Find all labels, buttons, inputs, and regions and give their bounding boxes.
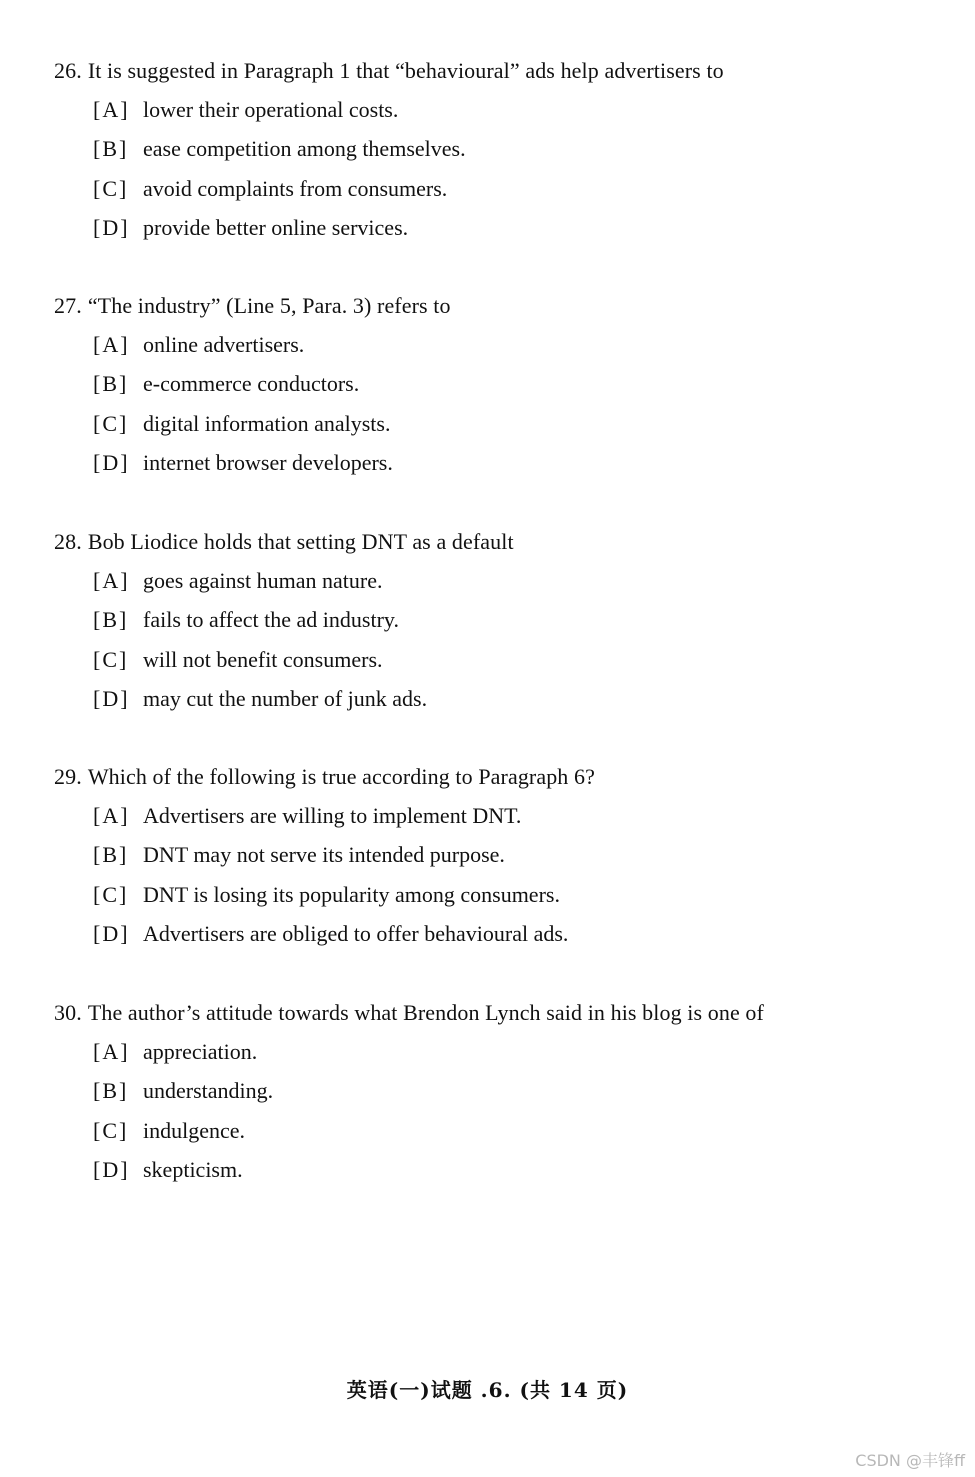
option-c <box>93 880 955 919</box>
option-c <box>93 409 955 448</box>
question-number: 29. <box>54 764 82 789</box>
question-text: “The industry” (Line 5, Para. 3) refers to <box>87 293 451 318</box>
option-text: online advertisers. <box>143 332 305 357</box>
option-letter: [D] <box>93 449 130 475</box>
question-stem <box>54 56 955 86</box>
option-letter: [B] <box>93 607 129 633</box>
option-text: may cut the number of junk ads. <box>143 685 428 711</box>
option-letter: [C] <box>93 646 129 672</box>
option-a <box>93 330 955 369</box>
option-list <box>54 801 955 958</box>
option-text: provide better online services. <box>143 214 409 240</box>
option-letter: [C] <box>93 175 129 201</box>
option-letter: [D] <box>93 1156 130 1182</box>
question-number: 28. <box>54 529 82 554</box>
question-27 <box>54 291 955 487</box>
option-text: DNT is losing its popularity among consumers. <box>143 881 560 907</box>
option-letter: [B] <box>93 371 129 397</box>
option-text: indulgence. <box>143 1117 246 1143</box>
option-letter: [A] <box>93 97 130 122</box>
option-letter: [D] <box>93 214 130 240</box>
option-letter: [B] <box>93 136 129 162</box>
question-stem <box>54 527 955 557</box>
option-text: ease competition among themselves. <box>143 136 466 162</box>
option-text: appreciation. <box>143 1039 258 1064</box>
question-number: 26. <box>54 58 82 83</box>
option-letter: [D] <box>93 685 130 711</box>
question-stem <box>54 998 955 1028</box>
question-29 <box>54 762 955 958</box>
option-letter: [A] <box>93 332 130 357</box>
watermark: CSDN @丰锋ff <box>855 1451 965 1470</box>
question-text: Which of the following is true according to Paragraph 6? <box>87 764 595 789</box>
option-letter: [C] <box>93 1117 129 1143</box>
option-letter: [B] <box>93 1078 129 1104</box>
option-text: avoid complaints from consumers. <box>143 175 448 201</box>
option-text: DNT may not serve its intended purpose. <box>143 842 505 868</box>
question-stem <box>54 762 955 792</box>
option-d <box>93 213 955 252</box>
option-letter: [A] <box>93 1039 130 1064</box>
option-b <box>93 369 955 408</box>
question-number: 27. <box>54 293 82 318</box>
question-text: It is suggested in Paragraph 1 that “behavioural” ads help advertisers to <box>87 58 724 83</box>
option-list <box>54 566 955 723</box>
option-b <box>93 134 955 173</box>
option-letter: [C] <box>93 410 129 436</box>
option-c <box>93 1116 955 1155</box>
option-list <box>54 330 955 487</box>
question-28 <box>54 527 955 723</box>
option-text: Advertisers are willing to implement DNT. <box>143 803 522 828</box>
question-30 <box>54 998 955 1194</box>
option-text: will not benefit consumers. <box>143 646 383 672</box>
option-d <box>93 919 955 958</box>
option-b <box>93 840 955 879</box>
page-footer: 英语(一)试题 .6. (共 14 页) <box>346 1378 629 1402</box>
option-letter: [C] <box>93 881 129 907</box>
option-text: internet browser developers. <box>143 449 393 475</box>
option-c <box>93 174 955 213</box>
option-b <box>93 605 955 644</box>
option-a <box>93 1037 955 1076</box>
option-d <box>93 1155 955 1194</box>
question-text: Bob Liodice holds that setting DNT as a default <box>87 529 514 554</box>
option-letter: [B] <box>93 842 129 868</box>
question-text: The author’s attitude towards what Brendon Lynch said in his blog is one of <box>87 1000 764 1025</box>
question-stem <box>54 291 955 321</box>
question-26 <box>54 56 955 252</box>
option-d <box>93 448 955 487</box>
option-a <box>93 566 955 605</box>
option-letter: [A] <box>93 568 130 593</box>
option-text: understanding. <box>143 1078 274 1104</box>
option-list <box>54 95 955 252</box>
option-text: skepticism. <box>143 1156 243 1182</box>
option-text: fails to affect the ad industry. <box>143 607 399 633</box>
option-d <box>93 684 955 723</box>
option-letter: [A] <box>93 803 130 828</box>
option-text: digital information analysts. <box>143 410 391 436</box>
option-text: goes against human nature. <box>143 568 383 593</box>
option-b <box>93 1076 955 1115</box>
option-text: e-commerce conductors. <box>143 371 360 397</box>
option-text: lower their operational costs. <box>143 97 399 122</box>
option-text: Advertisers are obliged to offer behavioural ads. <box>143 920 569 946</box>
option-c <box>93 645 955 684</box>
option-a <box>93 801 955 840</box>
option-letter: [D] <box>93 920 130 946</box>
option-a <box>93 95 955 134</box>
option-list <box>54 1037 955 1194</box>
question-number: 30. <box>54 1000 82 1025</box>
